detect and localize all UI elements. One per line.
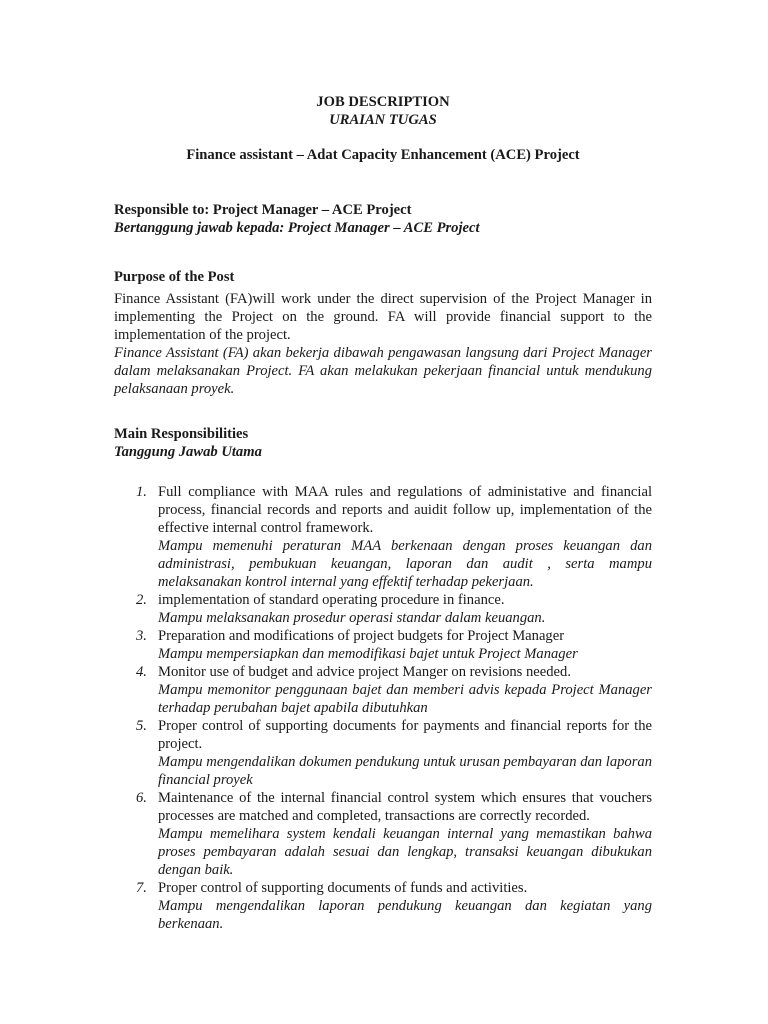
item-text-id: Mampu mengendalikan laporan pendukung keuangan dan kegiatan yang berkenaan. — [158, 898, 652, 932]
item-text-id: Mampu melaksanakan prosedur operasi standar dalam keuangan. — [158, 610, 546, 626]
list-item — [114, 483, 652, 591]
document-page — [114, 93, 652, 933]
item-text-en: Maintenance of the internal financial control system which ensures that vouchers processes are matched and completed, transactions are correctly recorded. — [158, 790, 652, 824]
item-text-en: Monitor use of budget and advice project Manger on revisions needed. — [158, 664, 571, 680]
item-text-en: Preparation and modifications of project budgets for Project Manager — [158, 628, 565, 644]
item-text-id: Mampu memonitor penggunaan bajet dan memberi advis kepada Project Manager terhadap perubahan bajet apabila dibutuhkan — [158, 682, 652, 716]
responsible-to-id: Bertanggung jawab kepada: Project Manager – ACE Project — [114, 220, 480, 236]
item-number: 3. — [136, 628, 147, 644]
item-number: 4. — [136, 664, 147, 680]
purpose-heading: Purpose of the Post — [114, 269, 235, 285]
position-title: Finance assistant – Adat Capacity Enhancement (ACE) Project — [186, 147, 580, 163]
item-text-id: Mampu mempersiapkan dan memodifikasi bajet untuk Project Manager — [158, 646, 578, 662]
purpose-text-id: Finance Assistant (FA) akan bekerja dibawah pengawasan langsung dari Project Manager dalam melaksanakan Project. FA akan melakukan pekerjaan financial untuk mendukung pelaksanaan proyek. — [114, 345, 652, 397]
item-number: 1. — [136, 484, 147, 500]
item-text-en: Proper control of supporting documents for payments and financial reports for the project. — [158, 718, 652, 752]
list-item — [114, 717, 652, 789]
responsibilities-heading-id: Tanggung Jawab Utama — [114, 444, 262, 460]
item-number: 7. — [136, 880, 147, 896]
item-text-id: Mampu memelihara system kendali keuangan internal yang memastikan bahwa proses pembayaran adalah sesuai dan lengkap, transaksi keuangan dibukukan dengan baik. — [158, 826, 652, 878]
doc-title: JOB DESCRIPTION — [316, 94, 450, 110]
doc-subtitle: URAIAN TUGAS — [329, 112, 437, 128]
list-item — [114, 879, 652, 933]
item-text-id: Mampu mengendalikan dokumen pendukung untuk urusan pembayaran dan laporan financial proyek — [158, 754, 652, 788]
item-text-en: Proper control of supporting documents of funds and activities. — [158, 880, 528, 896]
list-item — [114, 627, 652, 663]
responsibilities-heading-en: Main Responsibilities — [114, 426, 249, 442]
item-number: 5. — [136, 718, 147, 734]
list-item — [114, 663, 652, 717]
list-item — [114, 789, 652, 879]
responsibilities-list — [114, 483, 652, 933]
purpose-text-en: Finance Assistant (FA)will work under the direct supervision of the Project Manager in implementing the Project on the ground. FA will provide financial support to the implementation of the project. — [114, 291, 652, 343]
item-text-id: Mampu memenuhi peraturan MAA berkenaan dengan proses keuangan dan administrasi, pembukuan keuangan, laporan dan audit , serta mampu melaksanakan kontrol internal yang effektif terhadap pekerjaan. — [158, 538, 652, 590]
list-item — [114, 591, 652, 627]
item-text-en: Full compliance with MAA rules and regulations of administative and financial process, financial records and reports and auidit follow up, implementation of the effective internal control framework. — [158, 484, 652, 536]
item-number: 6. — [136, 790, 147, 806]
item-number: 2. — [136, 592, 147, 608]
item-text-en: implementation of standard operating procedure in finance. — [158, 592, 505, 608]
responsible-to-en: Responsible to: Project Manager – ACE Project — [114, 202, 412, 218]
